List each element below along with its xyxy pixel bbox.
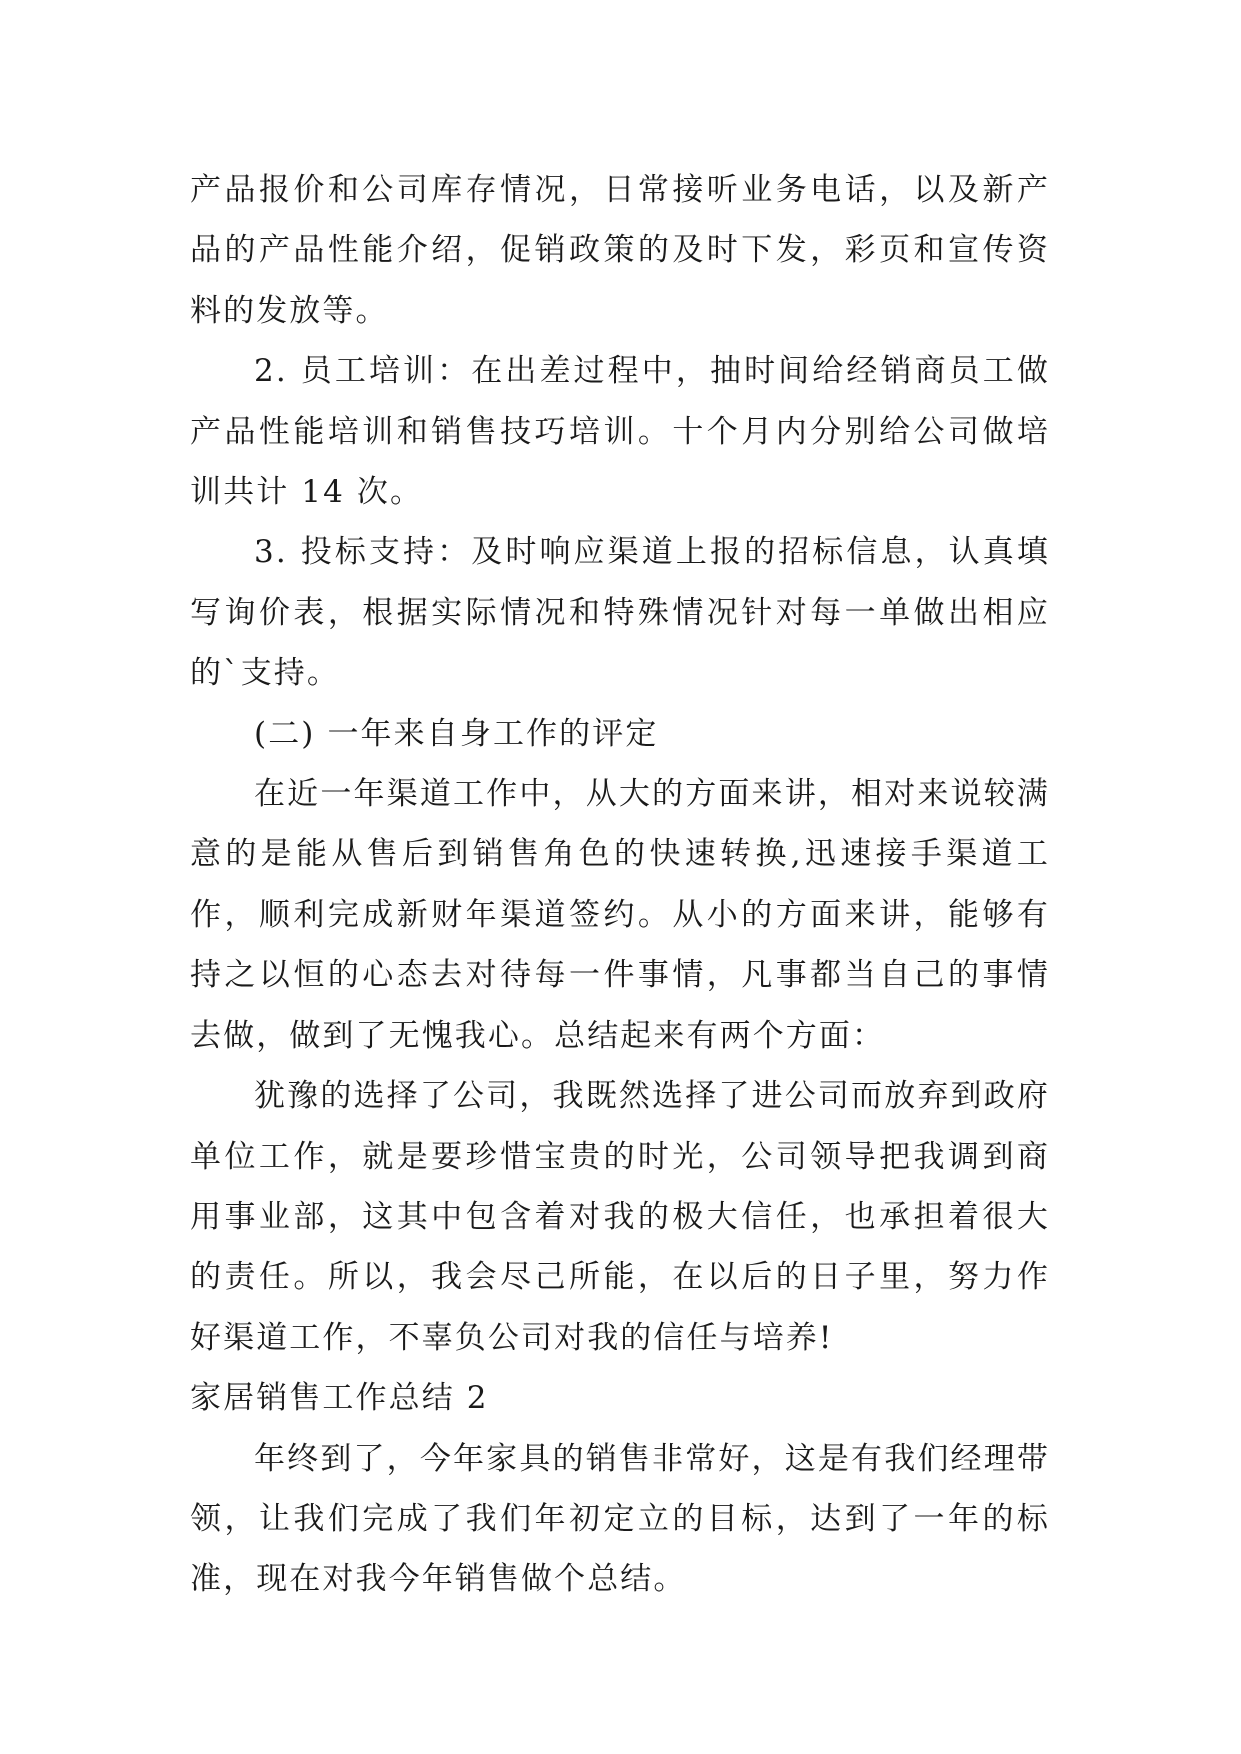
paragraph-staff-training: 2. 员工培训：在出差过程中，抽时间给经销商员工做产品性能培训和销售技巧培训。十个月内分别给公司做培训共计 14 次。 <box>190 353 1050 511</box>
section-heading-self-evaluation: (二) 一年来自身工作的评定 <box>254 715 659 752</box>
paragraph-bid-support: 3. 投标支持：及时响应渠道上报的招标信息，认真填写询价表，根据实际情况和特殊情况针对每一单做出相应的`支持。 <box>190 534 1050 692</box>
paragraph-continuation: 产品报价和公司库存情况，日常接听业务电话，以及新产品的产品性能介绍，促销政策的及时下发，彩页和宣传资料的发放等。 <box>190 172 1050 329</box>
paragraph-self-evaluation: 在近一年渠道工作中，从大的方面来讲，相对来说较满意的是能从售后到销售角色的快速转换,迅速接手渠道工作，顺利完成新财年渠道签约。从小的方面来讲，能够有持之以恒的心态去对待每一件事情，凡事都当自己的事情去做，做到了无愧我心。总结起来有两个方面： <box>190 776 1050 1054</box>
document-body <box>190 160 1050 1610</box>
document-title-2: 家居销售工作总结 2 <box>190 1380 489 1417</box>
paragraph-commitment: 犹豫的选择了公司，我既然选择了进公司而放弃到政府单位工作，就是要珍惜宝贵的时光，公司领导把我调到商用事业部，这其中包含着对我的极大信任，也承担着很大的责任。所以，我会尽己所能，在以后的日子里，努力作好渠道工作，不辜负公司对我的信任与培养! <box>190 1078 1050 1356</box>
paragraph-year-end-summary: 年终到了，今年家具的销售非常好，这是有我们经理带领，让我们完成了我们年初定立的目标，达到了一年的标准，现在对我今年销售做个总结。 <box>190 1440 1050 1598</box>
